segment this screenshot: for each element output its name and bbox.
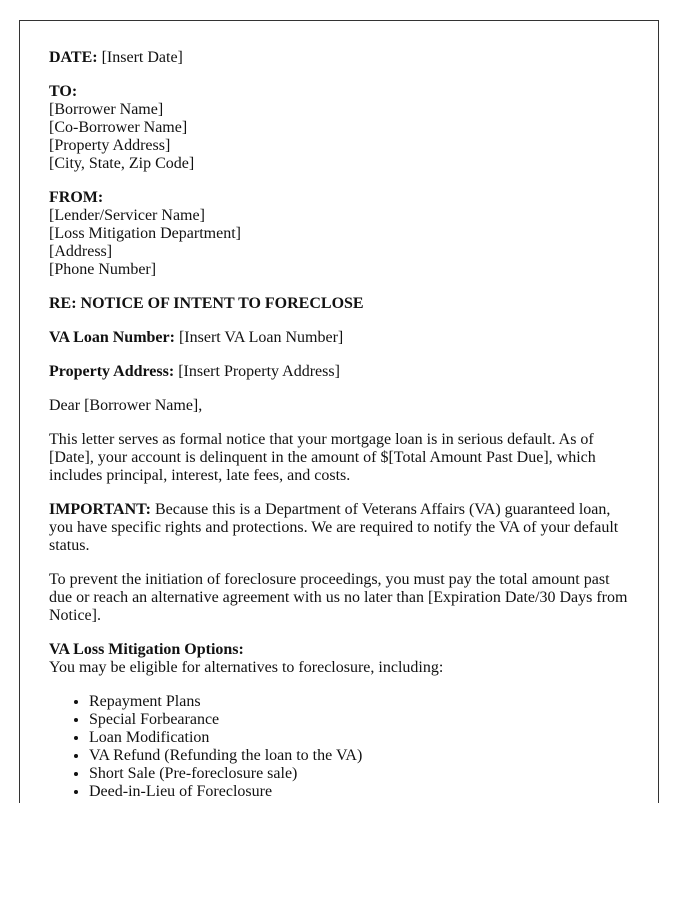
important-text: Because this is a Department of Veterans Affairs (VA) guaranteed loan, you have specific rights and protections. We are required to notify the VA of your default status.	[49, 501, 619, 554]
deadline-paragraph: To prevent the initiation of foreclosure proceedings, you must pay the total amount past due or reach an alternative agreement with us no later than [Expiration Date/30 Days from Notice].	[49, 571, 628, 624]
to-label: TO:	[49, 83, 78, 100]
default-notice-paragraph: This letter serves as formal notice that your mortgage loan is in serious default. As of [Date], your account is delinquent in the amount of $[Total Amount Past Due], which includes principal, interest, late fees, and costs.	[49, 431, 596, 484]
date-line	[49, 49, 636, 67]
co-borrower-name: [Co-Borrower Name]	[49, 119, 188, 136]
property-address-label: Property Address:	[49, 363, 175, 380]
list-item: • VA Refund (Refunding the loan to the VA)	[89, 747, 636, 765]
lender-name: [Lender/Servicer Name]	[49, 207, 205, 224]
options-heading: VA Loss Mitigation Options:	[49, 641, 244, 658]
important-label: IMPORTANT:	[49, 501, 151, 518]
loan-number-label: VA Loan Number:	[49, 329, 175, 346]
list-item: • Loan Modification	[89, 729, 636, 747]
property-address-line	[49, 363, 636, 381]
department: [Loss Mitigation Department]	[49, 225, 241, 242]
options-block	[49, 641, 636, 677]
loan-number-value: [Insert VA Loan Number]	[178, 329, 344, 346]
borrower-name: [Borrower Name]	[49, 101, 164, 118]
to-property-address: [Property Address]	[49, 137, 171, 154]
from-address: [Address]	[49, 243, 113, 260]
list-item: • Repayment Plans	[89, 693, 636, 711]
re-line	[49, 295, 636, 313]
to-city-state-zip: [City, State, Zip Code]	[49, 155, 195, 172]
salutation: Dear [Borrower Name],	[49, 397, 203, 414]
important-paragraph	[49, 501, 636, 555]
letter-page	[19, 20, 659, 803]
date-label: DATE:	[49, 49, 98, 66]
re-subject: RE: NOTICE OF INTENT TO FORECLOSE	[49, 295, 364, 312]
list-item: • Special Forbearance	[89, 711, 636, 729]
list-item: • Deed-in-Lieu of Foreclosure	[89, 783, 636, 801]
options-list	[49, 693, 636, 801]
to-block	[49, 83, 636, 173]
list-item: • Short Sale (Pre-foreclosure sale)	[89, 765, 636, 783]
date-value: [Insert Date]	[101, 49, 183, 66]
property-address-value: [Insert Property Address]	[178, 363, 340, 380]
phone-number: [Phone Number]	[49, 261, 157, 278]
from-block	[49, 189, 636, 279]
from-label: FROM:	[49, 189, 104, 206]
options-intro: You may be eligible for alternatives to foreclosure, including:	[49, 659, 444, 676]
loan-number-line	[49, 329, 636, 347]
